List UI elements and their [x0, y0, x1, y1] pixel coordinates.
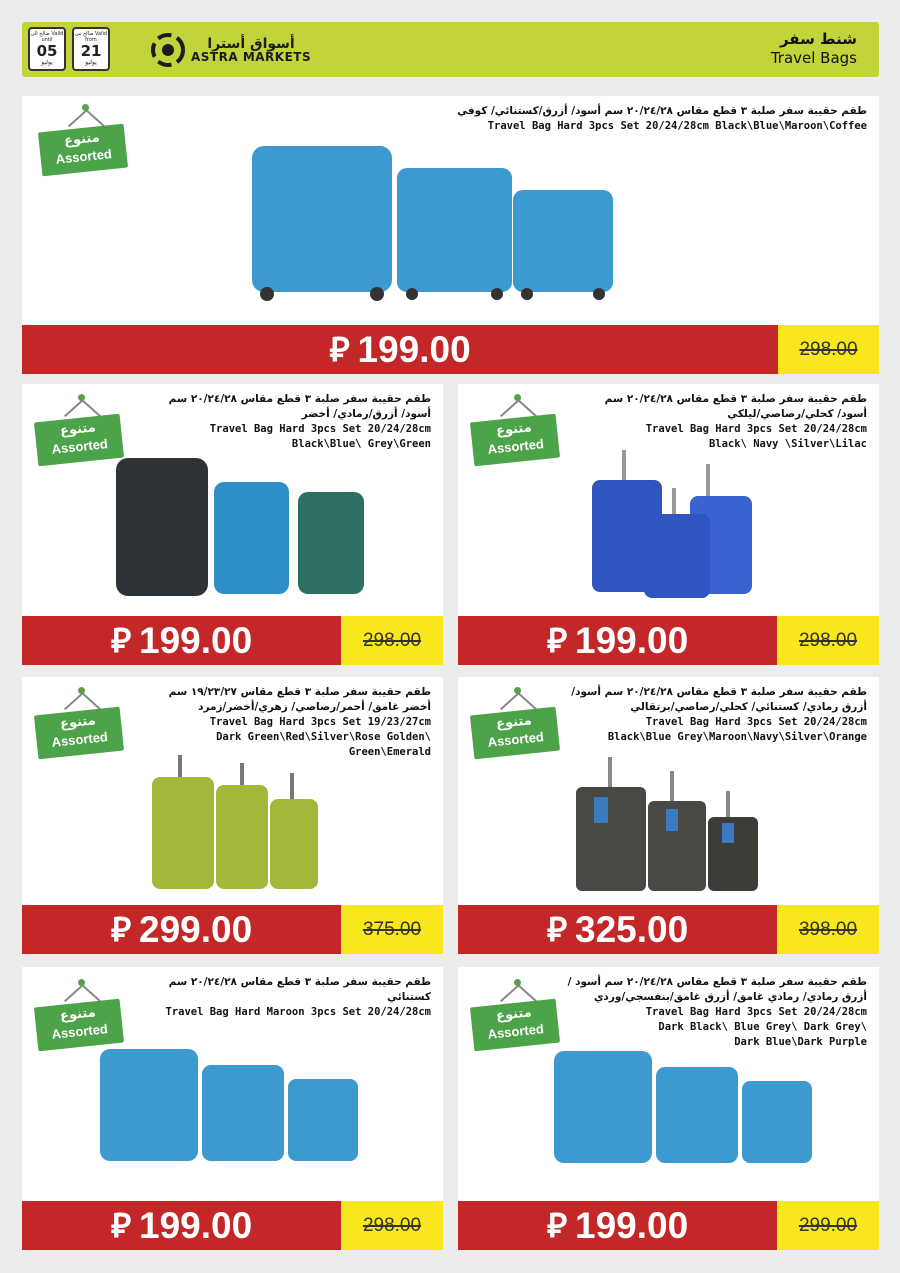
luggage-large [252, 146, 392, 292]
assorted-tag [472, 394, 562, 462]
luggage-medium [397, 168, 512, 292]
valid-until-day: 05 [36, 42, 58, 60]
old-price [777, 616, 879, 665]
product-name-english: Green\Emerald [348, 746, 431, 758]
valid-from-day: 21 [80, 42, 102, 60]
assorted-tag-english: Assorted [486, 436, 545, 457]
sale-price [458, 905, 777, 954]
luggage-set-image [114, 456, 374, 602]
product-name-arabic: طقم حقيبة سفر صلبة ٣ قطع مقاس ٢٠/٢٤/٢٨ سم أسود/ أزرق/رمادي/ أخضر [168, 393, 431, 420]
sale-price [458, 616, 777, 665]
product-name-arabic: طقم حقيبة سفر صلبة ٣ قطع مقاس ٢٠/٢٤/٢٨ سم كستنائي [168, 976, 431, 1003]
valid-until-month: يوليو [41, 59, 53, 66]
product-name-english: Black\Blue\ Grey\Green [291, 438, 431, 450]
product-description [597, 392, 867, 452]
assorted-tag [36, 979, 126, 1047]
product-name-arabic: طقم حقيبة سفر صلبة ٣ قطع مقاس ٢٠/٢٤/٢٨ سم أسود/ أزرق رمادي/ كستنائي/ كحلي/رصاصي/برتقالي [571, 686, 867, 713]
old-price [777, 905, 879, 954]
old-price-value: 298.00 [362, 1214, 422, 1236]
valid-from-label: صالح من Valid from [74, 31, 108, 43]
price-bar [458, 616, 879, 665]
product-card[interactable] [22, 384, 443, 665]
assorted-tag-english: Assorted [54, 146, 113, 167]
sale-price-value: 199.00 [357, 328, 471, 370]
valid-until-box [28, 27, 66, 71]
category-title-arabic: شنط سفر [779, 30, 857, 48]
price-bar [22, 325, 879, 374]
assorted-tag-arabic: متنوع [495, 1005, 533, 1024]
sale-price [22, 905, 341, 954]
luggage-small [513, 190, 613, 292]
product-name-english: Dark Black\ Blue Grey\ Dark Grey\ [658, 1021, 867, 1033]
product-name-english: Black\Blue Grey\Maroon\Navy\Silver\Orange [607, 731, 867, 743]
product-name-english: Black\ Navy \Silver\Lilac [708, 438, 867, 450]
old-price [341, 1201, 443, 1250]
product-description [457, 104, 867, 134]
assorted-tag-english: Assorted [50, 729, 109, 750]
product-name-english: Travel Bag Hard 3pcs Set 19/23/27cm [209, 716, 431, 728]
assorted-tag [472, 687, 562, 755]
old-price-value: 398.00 [798, 918, 858, 940]
category-title-english: Travel Bags [770, 49, 857, 67]
sale-price-value: 199.00 [139, 619, 253, 661]
riyal-icon: ⃁ [546, 1206, 568, 1245]
old-price [777, 1201, 879, 1250]
riyal-icon: ⃁ [546, 910, 568, 949]
product-name-arabic: طقم حقيبة سفر صلبة ٣ قطع مقاس ١٩/٢٣/٢٧ سم أخضر غامق/ أحمر/رصاصي/ زهري/أخضر/زمرد [168, 686, 431, 713]
assorted-tag [36, 394, 126, 462]
product-description [567, 975, 867, 1050]
assorted-tag-arabic: متنوع [59, 1005, 97, 1024]
riyal-icon: ⃁ [546, 621, 568, 660]
assorted-tag-english: Assorted [50, 1021, 109, 1042]
valid-from-box [72, 27, 110, 71]
old-price-value: 375.00 [362, 918, 422, 940]
sale-price [22, 325, 778, 374]
old-price [778, 325, 879, 374]
assorted-tag-english: Assorted [486, 1021, 545, 1042]
luggage-set-image [98, 1047, 362, 1167]
product-name-arabic: طقم حقيبة سفر صلبة ٣ قطع مقاس ٢٠/٢٤/٢٨ سم أسود/ كحلي/رصاصي/ليلكي [604, 393, 867, 420]
price-bar [458, 1201, 879, 1250]
sale-price [22, 616, 341, 665]
header-banner [22, 22, 879, 77]
assorted-tag [40, 104, 130, 172]
product-name-english: Dark Blue\Dark Purple [734, 1036, 867, 1048]
assorted-tag-arabic: متنوع [59, 713, 97, 732]
assorted-tag-arabic: متنوع [495, 713, 533, 732]
product-card[interactable] [22, 96, 879, 374]
product-name-english: Travel Bag Hard Maroon 3pcs Set 20/24/28cm [165, 1006, 431, 1018]
luggage-set-image [150, 755, 325, 895]
luggage-set-image [247, 144, 627, 304]
product-name-english: Travel Bag Hard 3pcs Set 20/24/28cm [645, 423, 867, 435]
price-bar [22, 905, 443, 954]
category-title [771, 30, 857, 68]
assorted-tag-arabic: متنوع [495, 420, 533, 439]
price-bar [22, 616, 443, 665]
sale-price [22, 1201, 341, 1250]
logo-arabic-text: أسواق أسترا [207, 36, 295, 52]
luggage-set-image [586, 450, 766, 608]
product-card[interactable] [458, 967, 879, 1250]
sale-price-value: 199.00 [575, 1204, 689, 1246]
product-name-english: Travel Bag Hard 3pcs Set 20/24/28cm Black\Blue\Maroon\Coffee [487, 120, 867, 132]
riyal-icon: ⃁ [110, 1206, 132, 1245]
old-price-value: 298.00 [798, 629, 858, 651]
product-card[interactable] [458, 677, 879, 954]
sale-price [458, 1201, 777, 1250]
product-name-english: Travel Bag Hard 3pcs Set 20/24/28cm [645, 1006, 867, 1018]
valid-until-label: صالح الى Valid until [30, 31, 64, 43]
old-price [341, 905, 443, 954]
product-name-english: Travel Bag Hard 3pcs Set 20/24/28cm [209, 423, 431, 435]
assorted-tag [472, 979, 562, 1047]
valid-from-month: يوليو [85, 59, 97, 66]
astra-logo [150, 30, 311, 70]
old-price [341, 616, 443, 665]
validity-dates [28, 27, 110, 71]
old-price-value: 299.00 [798, 1214, 858, 1236]
riyal-icon: ⃁ [110, 621, 132, 660]
product-card[interactable] [458, 384, 879, 665]
assorted-tag [36, 687, 126, 755]
assorted-tag-arabic: متنوع [59, 420, 97, 439]
product-description [141, 685, 431, 760]
astra-logo-icon [150, 32, 186, 68]
sale-price-value: 199.00 [575, 619, 689, 661]
sale-price-value: 199.00 [139, 1204, 253, 1246]
product-description [567, 685, 867, 745]
riyal-icon: ⃁ [329, 330, 350, 369]
old-price-value: 298.00 [799, 338, 858, 360]
sale-price-value: 299.00 [139, 908, 253, 950]
assorted-tag-english: Assorted [50, 436, 109, 457]
luggage-set-image [574, 757, 764, 895]
luggage-set-image [552, 1049, 816, 1169]
assorted-tag-arabic: متنوع [63, 130, 101, 149]
sale-price-value: 325.00 [575, 908, 689, 950]
product-card[interactable] [22, 677, 443, 954]
price-bar [22, 1201, 443, 1250]
product-description [131, 975, 431, 1020]
product-description [161, 392, 431, 452]
price-bar [458, 905, 879, 954]
old-price-value: 298.00 [362, 629, 422, 651]
product-card[interactable] [22, 967, 443, 1250]
assorted-tag-english: Assorted [486, 729, 545, 750]
product-name-english: Travel Bag Hard 3pcs Set 20/24/28cm [645, 716, 867, 728]
riyal-icon: ⃁ [110, 910, 132, 949]
product-name-arabic: طقم حقيبة سفر صلبة ٣ قطع مقاس ٢٠/٢٤/٢٨ سم أسود/ أزرق/كستنائي/ كوفي [457, 105, 867, 117]
product-name-arabic: طقم حقيبة سفر صلبة ٣ قطع مقاس ٢٠/٢٤/٢٨ سم أسود / أزرق رمادي/ رمادي غامق/ أزرق غامق/بنفسجي/وردي [567, 976, 867, 1003]
logo-english-text: ASTRA MARKETS [191, 50, 312, 64]
product-name-english: Dark Green\Red\Silver\Rose Golden\ [216, 731, 431, 743]
